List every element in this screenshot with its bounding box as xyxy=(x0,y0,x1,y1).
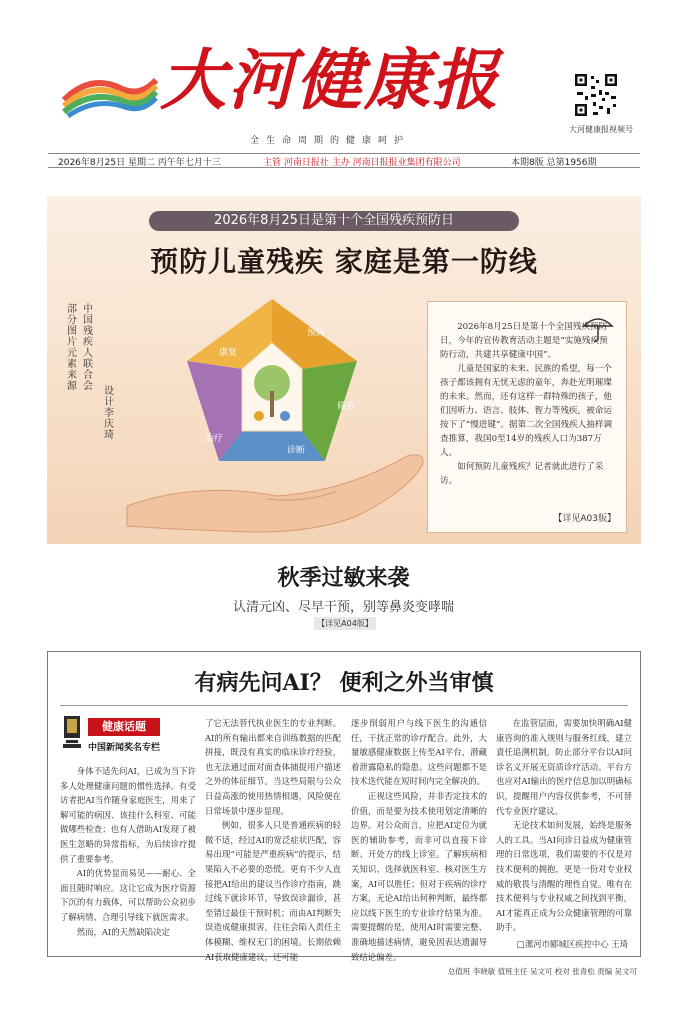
article-paragraph: 逐步削弱用户与线下医生的沟通信任，干扰正常的诊疗配合。此外，大量敏感健康数据上传至AI平台，潜藏着泄露隐私的隐患。这些问题都不是技术迭代能在短时间内完全解决的。 xyxy=(351,718,487,787)
hero-paragraph: 2026年8月25日是第十个全国残疾预防日，今年的宣传教育活动主题是“实施残疾预防行动，共建共享健康中国”。 xyxy=(440,322,608,360)
article-paragraph: AI的优势显而易见——耐心、全面且随时响应。这让它成为医疗资源下沉的有力载体，可以帮助公众初步了解病情、合理引导线下就医需求。 xyxy=(60,868,196,922)
staff-credits: 总值班 李晓敏 值班主任 吴文可 校对 张青松 责编 吴文可 xyxy=(447,967,637,976)
hero-paragraph: 儿童是国家的未来、民族的希望，每一个孩子都该拥有无忧无虑的童年，奔赴光明璀璨的未来。然而，还有这样一群特殊的孩子，他们因听力、语言、肢体、智力等残疾，被命运按下了“慢进键”。据第二次全国残疾人抽样调查推算，我国0至14岁的残疾人口为387万人。 xyxy=(440,364,613,458)
article-column-1 xyxy=(60,764,196,939)
hero-page-ref[interactable]: 【详见A03版】 xyxy=(553,514,616,524)
hero-title: 预防儿童残疾 家庭是第一防线 xyxy=(150,245,538,278)
allergy-page-ref[interactable]: 【详见A04版】 xyxy=(314,617,376,630)
image-credit-line: 部分图片元素来源 xyxy=(67,304,77,392)
trophy-icon xyxy=(62,716,82,748)
article-column-4 xyxy=(496,716,632,935)
article-paragraph: 正视这些风险，并非否定技术的价值，而是要为技术使用划定清晰的边界。对公众而言，应把AI定位为就医的辅助参考，而非可以直接下诊断、开处方的线上诊室。了解疾病相关知识、选择就医科室、核对医生方案，AI可以胜任；但对于疾病的诊疗方案，无论AI给出何种判断，最终都应以线下医生的专业诊疗结果为准。需要提醒的是，使用AI时需要完整、准确地描述病情，避免因表达遗漏导致结论偏差。 xyxy=(351,790,487,962)
article-paragraph: 了它无法替代执业医生的专业判断。AI的所有输出都来自训练数据的匹配拼接，既没有真实的临床诊疗经验，也无法通过面对面查体捕捉用户描述之外的体征细节。当这些局限与公众日益高涨的使用热情相遇，风险便在日常场景中逐步显现。 xyxy=(205,718,341,816)
article-paragraph: 在监管层面，需要加快明确AI健康咨询的准入规则与服务红线，建立責任追溯机制，防止部分平台以AI问诊名义开展无资质诊疗活动。平台方也应对AI输出的医疗信息加以明确标识，提醒用户内容仅供参考，不可替代专业医疗建议。 xyxy=(496,718,632,816)
hand-pentagon-illustration xyxy=(107,291,437,541)
masthead xyxy=(0,0,687,170)
segment-prevention: 预防 xyxy=(307,328,326,338)
hero-paragraph: 如何预防儿童残疾？记者就此进行了采访。 xyxy=(440,462,604,486)
qr-label: 大河健康报视频号 xyxy=(569,125,633,134)
article-paragraph: 然而，AI的天然缺陷决定 xyxy=(76,926,170,937)
qr-code-icon[interactable] xyxy=(573,72,619,118)
segment-rehab: 康复 xyxy=(219,348,238,358)
designer-credit: 设计 李庆琦 xyxy=(104,386,114,441)
article-title[interactable]: 有病先问AI？ 便利之外当审慎 xyxy=(194,670,494,696)
publisher-info: 主管 河南日报社 主办 河南日报报业集团有限公司 xyxy=(263,158,461,168)
title-divider xyxy=(60,705,628,706)
hero-banner[interactable] xyxy=(47,196,641,544)
image-credit-source: 中国残疾人联合会 xyxy=(83,304,93,392)
feature-article xyxy=(47,651,641,962)
hero-date-pill: 2026年8月25日是第十个全国残疾预防日 xyxy=(149,211,519,231)
column-award: 中国新闻奖名专栏 xyxy=(88,743,161,753)
column-tag: 健康话题 xyxy=(88,718,160,736)
article-column-2 xyxy=(205,716,341,964)
umbrella-icon xyxy=(582,312,614,344)
dateline xyxy=(48,153,640,168)
newspaper-title: 大河健康报 xyxy=(160,41,500,119)
segment-screening: 筛查 xyxy=(337,402,356,412)
article-paragraph: 身体不适先问AI，已成为当下许多人处理健康问题的惯性选择。有受访者把AI当作随身家庭医生，用来了解可能的病因、该挂什么科室、可能做哪些检查；也有人借助AI发现了被医生忽略的异常指标，为后续诊疗提供了重要参考。 xyxy=(60,766,196,864)
article-paragraph: 无论技术如何发展，始终是服务人的工具。当AI问诊日益成为健康管理的日常选项，我们需要的不仅是对技术便利的拥抱，更是一份对专业权威的敬畏与清醒的理性自觉。唯有在技术便利与专业权威之间找到平衡，AI才能真正成为公众健康管理的可靠助手。 xyxy=(496,820,632,933)
article-author: □漯河市郾城区疾控中心 王琦 xyxy=(516,939,628,949)
allergy-subheadline: 认清元凶、尽早干预，别等鼻炎变哮喘 xyxy=(232,600,454,615)
issue-number: 本期8版 总第1956期 xyxy=(511,158,597,168)
segment-diagnosis: 诊断 xyxy=(287,446,306,456)
column-badge xyxy=(62,716,192,758)
slogan: 全生命周期的健康呵护 xyxy=(250,136,411,146)
allergy-headline[interactable]: 秋季过敏来袭 xyxy=(277,565,410,591)
issue-date: 2026年8月25日 星期二 丙午年七月十三 xyxy=(58,158,221,168)
segment-treatment: 治疗 xyxy=(205,434,224,444)
article-paragraph: 例如，很多人只是普通疾病的轻微不适，经过AI的宽泛症状匹配，容易出现“可能是严重疾病”的提示，结果陷入不必要的恐慌。更有不少人直接把AI给出的建议当作诊疗指南，跳过线下就诊环节，导致误诊漏诊，甚至错过最佳干预时机；而由AI判断失误造成健康损害，往往会陷入责任主体模糊、维权无门的困境。长期依赖AI获取健康建议，还可能 xyxy=(205,820,341,962)
article-column-3 xyxy=(351,716,487,964)
rainbow-ribbon-logo-icon xyxy=(60,70,160,118)
hero-summary-box xyxy=(427,301,627,533)
